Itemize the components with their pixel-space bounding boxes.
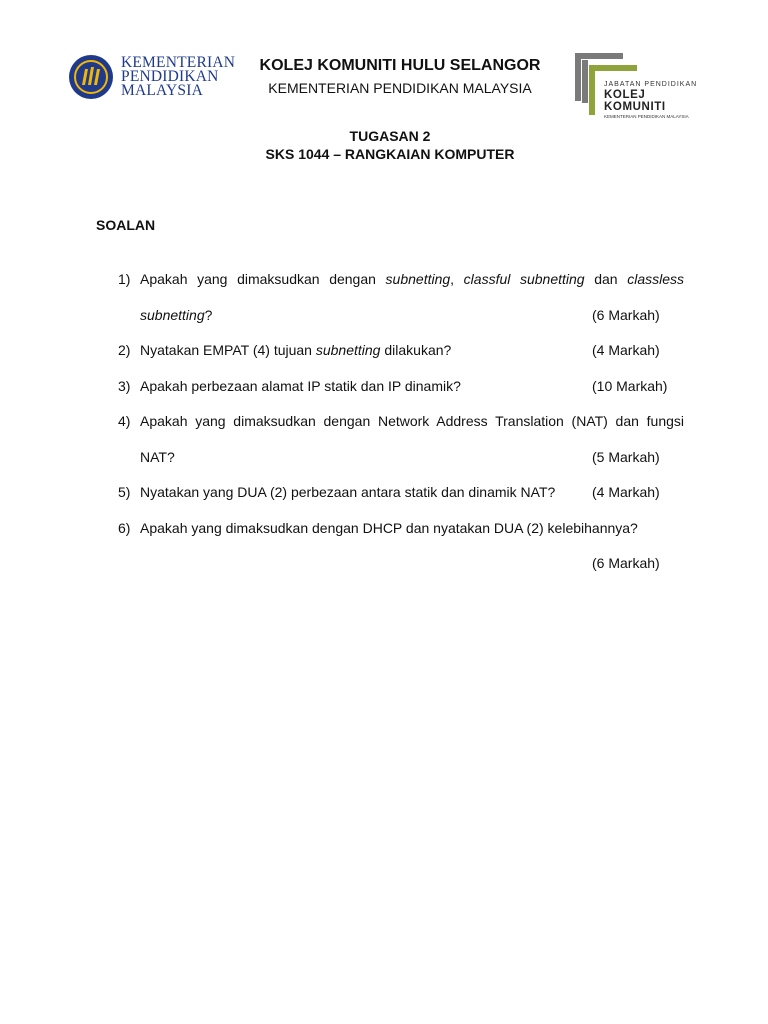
jpkk-logo-line3: KEMENTERIAN PENDIDIKAN MALAYSIA <box>604 114 689 119</box>
question-item <box>118 475 684 511</box>
jpkk-logo-text <box>604 81 704 120</box>
question-number: 6) <box>118 519 131 536</box>
question-item <box>118 333 684 369</box>
question-text-part: , <box>450 271 464 287</box>
question-number: 2) <box>118 342 131 358</box>
question-marks: (4 Markah) <box>592 342 660 358</box>
question-text-part: subnetting <box>385 271 451 287</box>
question-text-part: classless subnetting <box>140 271 684 323</box>
question-text-part: Apakah yang dimaksudkan dengan Network Address Translation (NAT) dan fungsi NAT? <box>140 413 684 465</box>
kpm-logo-text <box>121 56 235 98</box>
question-item <box>118 262 684 333</box>
question-text-part: classful subnetting <box>463 271 585 287</box>
jpkk-logo-line1: JABATAN PENDIDIKAN <box>604 81 698 88</box>
question-text-part: Nyatakan yang DUA (2) perbezaan antara statik dan dinamik NAT? <box>140 484 556 500</box>
question-list <box>118 262 684 582</box>
kpm-logo-line1: KEMENTERIAN <box>121 54 236 71</box>
question-text-part: Apakah perbezaan alamat IP statik dan IP dinamik? <box>140 377 461 394</box>
course-title: SKS 1044 – RANGKAIAN KOMPUTER <box>265 146 515 162</box>
question-marks: (4 Markah) <box>592 484 660 500</box>
question-text-part: dan <box>584 271 628 287</box>
school-name: KOLEJ KOMUNITI HULU SELANGOR <box>259 57 541 74</box>
question-number: 5) <box>118 484 131 500</box>
section-heading: SOALAN <box>96 217 156 233</box>
kpm-logo <box>68 54 238 100</box>
assignment-title <box>190 127 590 163</box>
question-marks: (5 Markah) <box>592 448 660 465</box>
question-text-part: Apakah yang dimaksudkan dengan <box>140 271 386 287</box>
question-item <box>118 511 684 582</box>
jpkk-logo <box>575 53 705 119</box>
question-marks: (6 Markah) <box>592 306 660 323</box>
jpkk-logo-line2: KOLEJ KOMUNITI <box>604 89 666 113</box>
question-item <box>118 369 684 405</box>
question-marks: (10 Markah) <box>592 377 668 394</box>
assignment-number: TUGASAN 2 <box>349 128 431 144</box>
question-text-part: dilakukan? <box>380 342 452 358</box>
question-number: 4) <box>118 413 131 429</box>
question-number: 1) <box>118 271 131 287</box>
question-item <box>118 404 684 475</box>
question-marks: (6 Markah) <box>592 555 660 571</box>
document-header <box>240 56 560 98</box>
ministry-name: KEMENTERIAN PENDIDIKAN MALAYSIA <box>268 80 532 96</box>
kpm-emblem-icon <box>68 54 114 100</box>
question-text-part: Apakah yang dimaksudkan dengan DHCP dan nyatakan DUA (2) kelebihannya? <box>140 519 638 536</box>
question-number: 3) <box>118 377 131 394</box>
kpm-logo-line3: MALAYSIA <box>121 82 203 99</box>
question-text-part: ? <box>204 306 213 323</box>
kpm-logo-line2: PENDIDIKAN <box>121 68 219 85</box>
question-text-part: subnetting <box>315 342 381 358</box>
question-text-part: Nyatakan EMPAT (4) tujuan <box>140 342 316 358</box>
